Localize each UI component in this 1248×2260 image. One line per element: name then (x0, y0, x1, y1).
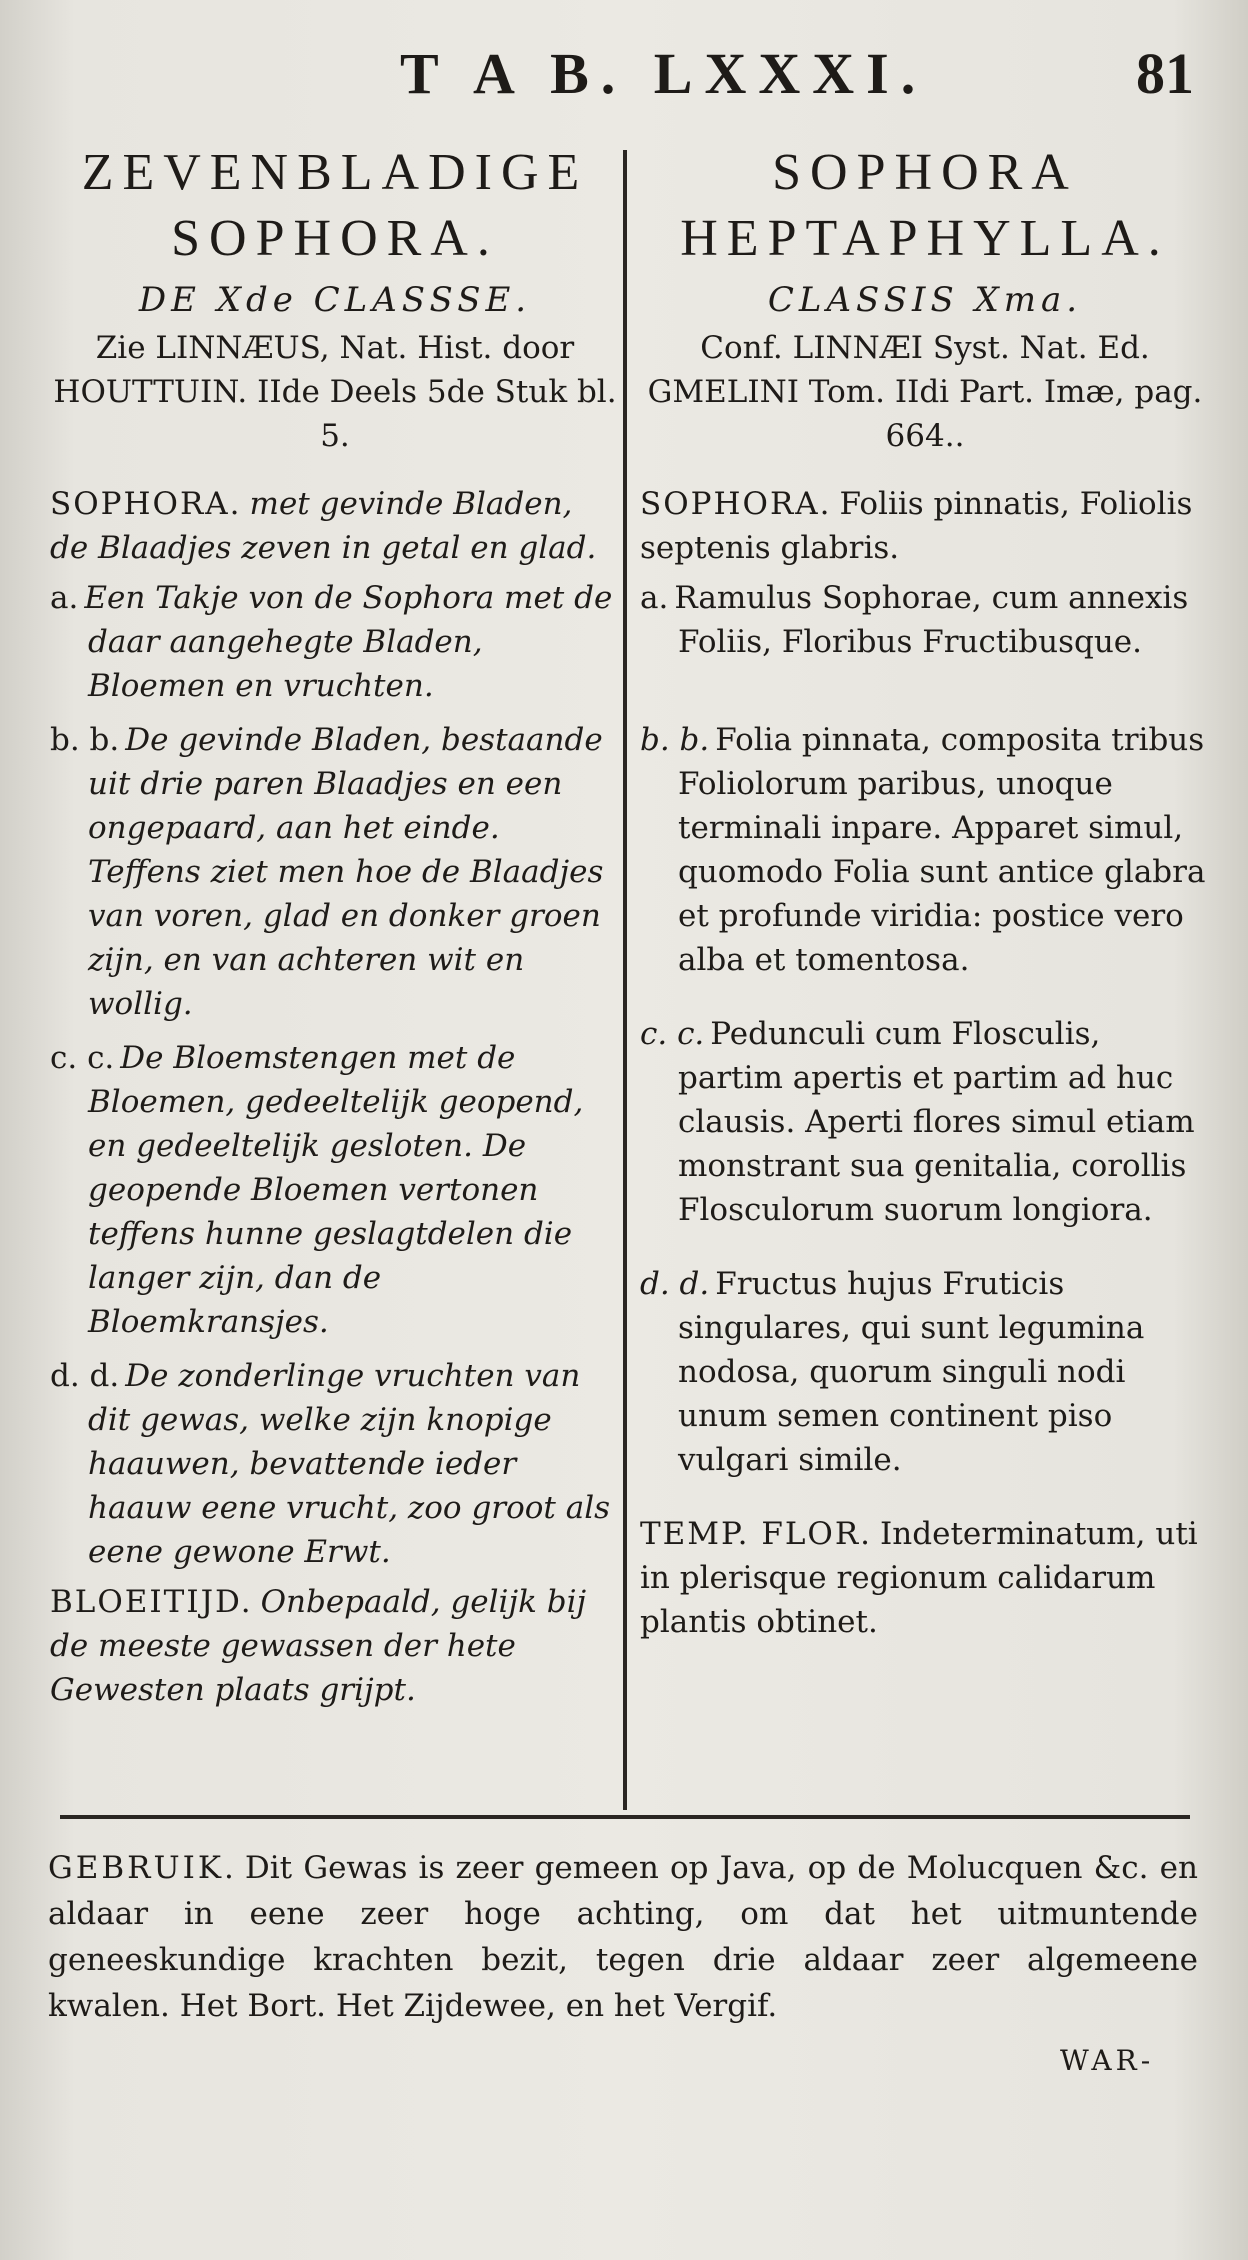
dutch-entry (50, 1580, 620, 1712)
entry-text: Folia pinnata, composita tribus Foliolorum paribus, unoque terminali inpare. Apparet simul, quomodo Folia sunt antice glabra et profunde viridia: postice vero alba et tomentosa. (678, 722, 1206, 978)
latin-class: CLASSIS Xma. (767, 280, 1083, 320)
latin-column (640, 140, 1210, 1644)
dutch-reference: Zie LINNÆUS, Nat. Hist. door HOUTTUIN. IIde Deels 5de Stuk bl. 5. (53, 330, 617, 454)
latin-title-line1: SOPHORA (772, 144, 1078, 201)
latin-entry (640, 576, 1210, 664)
entry-label: a. (640, 580, 669, 616)
dutch-entry (50, 718, 620, 1026)
entry-text: Pedunculi cum Flosculis, partim apertis et partim ad huc clausis. Aperti flores simul etiam monstrant sua genitalia, corollis Flosculorum suorum longiora. (678, 1016, 1195, 1228)
entry-label: BLOEITIJD. (50, 1584, 253, 1620)
entry-label: d. d. (640, 1266, 710, 1302)
entry-label: d. d. (50, 1358, 120, 1394)
entry-text: Onbepaald, gelijk bij de meeste gewassen der hete Gewesten plaats grijpt. (50, 1584, 587, 1708)
latin-entry (640, 1012, 1210, 1232)
usage-label: GEBRUIK. (48, 1850, 237, 1886)
entry-text: Fructus hujus Fruticis singulares, qui sunt legumina nodosa, quorum singuli nodi unum semen continent piso vulgari simile. (678, 1266, 1145, 1478)
entry-text: Foliis pinnatis, Foliolis septenis glabris. (640, 486, 1193, 566)
entry-label: c. c. (640, 1016, 705, 1052)
entry-text: De gevinde Bladen, bestaande uit drie paren Blaadjes en een ongepaard, aan het einde. Teffens ziet men hoe de Blaadjes van voren, glad en donker groen zijn, en van achteren wit en wollig. (88, 722, 604, 1022)
usage-paragraph (48, 1845, 1198, 2029)
dutch-column (50, 140, 620, 1712)
usage-text: Dit Gewas is zeer gemeen op Java, op de Molucquen &c. en aldaar in eene zeer hoge achting, om dat het uitmuntende geneeskundige krachten bezit, tegen drie aldaar zeer algemeene kwalen. Het Bort. Het Zijdewee, en het Vergif. (48, 1850, 1198, 2024)
latin-entry (640, 482, 1210, 570)
latin-entry (640, 718, 1210, 982)
column-divider (623, 150, 627, 1810)
dutch-title-line2: SOPHORA. (171, 210, 499, 267)
entry-text: Indeterminatum, uti in plerisque regionum calidarum plantis obtinet. (640, 1516, 1198, 1640)
entry-text: Een Takje von de Sophora met de daar aangehegte Bladen, Bloemen en vruchten. (84, 580, 613, 704)
dutch-entry (50, 576, 620, 708)
plate-title: T A B. LXXXI. (400, 41, 928, 106)
latin-entry (640, 1262, 1210, 1482)
entry-text: Ramulus Sophorae, cum annexis Foliis, Floribus Fructibusque. (674, 580, 1189, 660)
entry-label: SOPHORA. (50, 486, 242, 522)
entry-text: met gevinde Bladen, de Blaadjes zeven in getal en glad. (50, 486, 597, 566)
entry-label: b. b. (50, 722, 120, 758)
entry-label: a. (50, 580, 79, 616)
dutch-class: DE Xde CLASSSE. (138, 280, 532, 320)
entry-label: SOPHORA. (640, 486, 832, 522)
dutch-title-line1: ZEVENBLADIGE (81, 144, 589, 201)
horizontal-rule (60, 1815, 1190, 1819)
page-number: 81 (1136, 41, 1194, 106)
dutch-entry (50, 482, 620, 570)
dutch-entry (50, 1036, 620, 1344)
latin-title-line2: HEPTAPHYLLA. (680, 210, 1170, 267)
latin-reference: Conf. LINNÆI Syst. Nat. Ed. GMELINI Tom. IIdi Part. Imæ, pag. 664.. (647, 330, 1203, 454)
entry-label: c. c. (50, 1040, 115, 1076)
entry-text: De zonderlinge vruchten van dit gewas, welke zijn knopige haauwen, bevattende ieder haauw eene vrucht, zoo groot als eene gewone Erwt. (88, 1358, 611, 1570)
catchword: WAR- (1060, 2044, 1155, 2077)
entry-text: De Bloemstengen met de Bloemen, gedeeltelijk geopend, en gedeeltelijk gesloten. De geopende Bloemen vertonen teffens hunne geslagtdelen die langer zijn, dan de Bloemkransjes. (88, 1040, 584, 1340)
latin-entry (640, 1512, 1210, 1644)
page-header (0, 40, 1248, 110)
entry-label: TEMP. FLOR. (640, 1516, 873, 1552)
dutch-entry (50, 1354, 620, 1574)
entry-label: b. b. (640, 722, 710, 758)
